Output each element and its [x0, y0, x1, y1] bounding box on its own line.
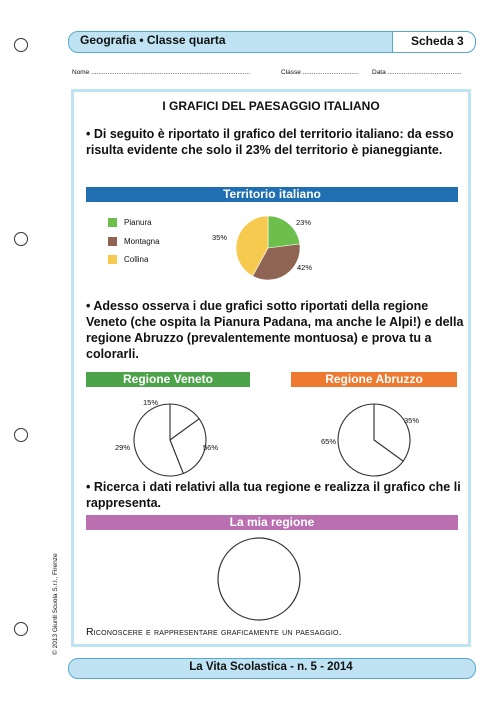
pie-label: 42% — [297, 263, 313, 272]
header-title: Geografia • Classe quarta — [80, 33, 226, 47]
nome-field[interactable]: Nome ........................................................................................ — [72, 69, 251, 76]
pie-label: 15% — [143, 398, 159, 407]
punch-hole — [14, 428, 28, 442]
pie-label: 65% — [321, 437, 337, 446]
legend-label-collina: Collina — [124, 255, 149, 264]
pie-label: 35% — [212, 233, 228, 242]
copyright-text: © 2013 Giunti Scuola S.r.l., Firenze — [52, 553, 59, 655]
pie-label: 56% — [203, 443, 219, 452]
legend-label-pianura: Pianura — [124, 218, 152, 227]
legend-swatch-collina — [108, 255, 117, 264]
instruction-3: • Ricerca i dati relativi alla tua regione e realizza il grafico che li rappresenta. — [86, 480, 461, 510]
punch-hole — [14, 622, 28, 636]
bar-abruzzo: Regione Abruzzo — [291, 372, 457, 387]
classe-field[interactable]: Classe ............................... — [281, 69, 359, 76]
data-field[interactable]: Data ......................................... — [372, 69, 462, 76]
bar-veneto: Regione Veneto — [86, 372, 250, 387]
punch-hole — [14, 38, 28, 52]
pie-veneto — [128, 398, 212, 482]
pie-label: 29% — [115, 443, 131, 452]
legend-label-montagna: Montagna — [124, 237, 160, 246]
bar-territorio: Territorio italiano — [86, 187, 458, 202]
pie-abruzzo — [332, 398, 416, 482]
scheda-label: Scheda 3 — [411, 34, 464, 48]
pie-label: 35% — [404, 416, 420, 425]
instruction-2: • Adesso osserva i due grafici sotto riportati della regione Veneto (che ospita la Pianura Padana, ma anche le Alpi!) e della regione Abruzzo (prevalentemente montuosa) e prova tu a colorarli. — [86, 299, 464, 361]
punch-hole — [14, 232, 28, 246]
blank-pie-circle[interactable] — [216, 536, 302, 622]
footer-text: La Vita Scolastica - n. 5 - 2014 — [189, 661, 353, 673]
legend-swatch-pianura — [108, 218, 117, 227]
bar-mia-regione: La mia regione — [86, 515, 458, 530]
legend-swatch-montagna — [108, 237, 117, 246]
caption: Riconoscere e rappresentare graficamente un paesaggio. — [86, 626, 342, 638]
pie-slice — [268, 216, 300, 248]
page-heading: I GRAFICI DEL PAESAGGIO ITALIANO — [162, 99, 380, 113]
intro-text: • Di seguito è riportato il grafico del territorio italiano: da esso risulta evidente che solo il 23% del territorio è pianeggiante. — [86, 127, 454, 157]
pie-label: 23% — [296, 218, 312, 227]
